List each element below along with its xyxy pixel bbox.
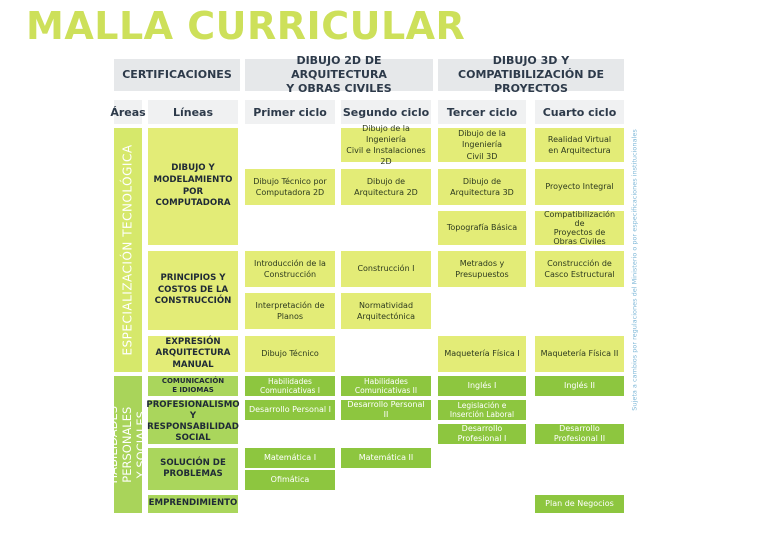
header-dibujo-3d: DIBUJO 3D Y COMPATIBILIZACIÓN DE PROYECTOS [438, 59, 624, 91]
course-desarrollo-profesional-2: Desarrollo Profesional II [535, 424, 624, 444]
course-legislacion-insercion: Legislación e Inserción Laboral [438, 400, 526, 420]
side-note: Sujeta a cambios por regulaciones del Ministerio o por especificaciones institucionales [631, 129, 640, 411]
course-realidad-virtual: Realidad Virtual en Arquitectura [535, 128, 624, 162]
line-comunicacion-idiomas: COMUNICACIÓN E IDIOMAS [148, 376, 238, 396]
course-proyecto-integral: Proyecto Integral [535, 169, 624, 205]
course-dibujo-arquitectura-3d: Dibujo de Arquitectura 3D [438, 169, 526, 205]
line-emprendimiento: EMPRENDIMIENTO [148, 495, 238, 513]
subheader-cuarto-ciclo: Cuarto ciclo [535, 100, 624, 124]
course-ingles-2: Inglés II [535, 376, 624, 396]
course-dibujo-tecnico: Dibujo Técnico [245, 336, 335, 372]
line-principios-costos: PRINCIPIOS Y COSTOS DE LA CONSTRUCCIÓN [148, 251, 238, 330]
course-ingles-1: Inglés I [438, 376, 526, 396]
course-desarrollo-profesional-1: Desarrollo Profesional I [438, 424, 526, 444]
line-solucion-problemas: SOLUCIÓN DE PROBLEMAS [148, 448, 238, 490]
subheader-segundo-ciclo: Segundo ciclo [341, 100, 431, 124]
course-desarrollo-personal-1: Desarrollo Personal I [245, 400, 335, 420]
subheader-primer-ciclo: Primer ciclo [245, 100, 335, 124]
course-dibujo-ingenieria-civil-2d: Dibujo de la Ingeniería Civil e Instalaciones 2D [341, 128, 431, 162]
course-topografia-basica: Topografía Básica [438, 211, 526, 245]
course-dibujo-arquitectura-2d: Dibujo de Arquitectura 2D [341, 169, 431, 205]
course-habilidades-comunicativas-1: Habilidades Comunicativas I [245, 376, 335, 396]
line-expresion-arquitectura: EXPRESIÓN ARQUITECTURA MANUAL [148, 336, 238, 372]
line-dibujo-modelamiento: DIBUJO Y MODELAMIENTO POR COMPUTADORA [148, 128, 238, 245]
course-plan-negocios: Plan de Negocios [535, 495, 624, 513]
course-ofimatica: Ofimática [245, 470, 335, 490]
header-dibujo-2d: DIBUJO 2D DE ARQUITECTURA Y OBRAS CIVILES [245, 59, 433, 91]
course-metrados-presupuestos: Metrados y Presupuestos [438, 251, 526, 287]
area-especializacion-tecnologica: ESPECIALIZACIÓN TECNOLÓGICA [114, 128, 142, 372]
course-dibujo-tecnico-computadora: Dibujo Técnico por Computadora 2D [245, 169, 335, 205]
course-normatividad-arquitectonica: Normatividad Arquitectónica [341, 293, 431, 329]
subheader-areas: Áreas [114, 100, 142, 124]
subheader-lineas: Líneas [148, 100, 238, 124]
area-habilidades-personales: HABILIDADES PERSONALES Y SOCIALES [114, 376, 142, 513]
course-maqueteria-1: Maquetería Física I [438, 336, 526, 372]
course-matematica-2: Matemática II [341, 448, 431, 468]
course-construccion-1: Construcción I [341, 251, 431, 287]
course-casco-estructural: Construcción de Casco Estructural [535, 251, 624, 287]
line-profesionalismo: PROFESIONALISMO Y RESPONSABILIDAD SOCIAL [146, 399, 240, 444]
course-introduccion-construccion: Introducción de la Construcción [245, 251, 335, 287]
course-compatibilizacion: Compatibilización de Proyectos de Obras Civiles [535, 211, 624, 245]
subheader-tercer-ciclo: Tercer ciclo [438, 100, 526, 124]
course-desarrollo-personal-2: Desarrollo Personal II [341, 400, 431, 420]
course-dibujo-ingenieria-civil-3d: Dibujo de la Ingeniería Civil 3D [438, 128, 526, 162]
header-certificaciones: CERTIFICACIONES [114, 59, 240, 91]
course-maqueteria-2: Maquetería Física II [535, 336, 624, 372]
course-interpretacion-planos: Interpretación de Planos [245, 293, 335, 329]
course-matematica-1: Matemática I [245, 448, 335, 468]
course-habilidades-comunicativas-2: Habilidades Comunicativas II [341, 376, 431, 396]
page-title: MALLA CURRICULAR [26, 4, 466, 48]
